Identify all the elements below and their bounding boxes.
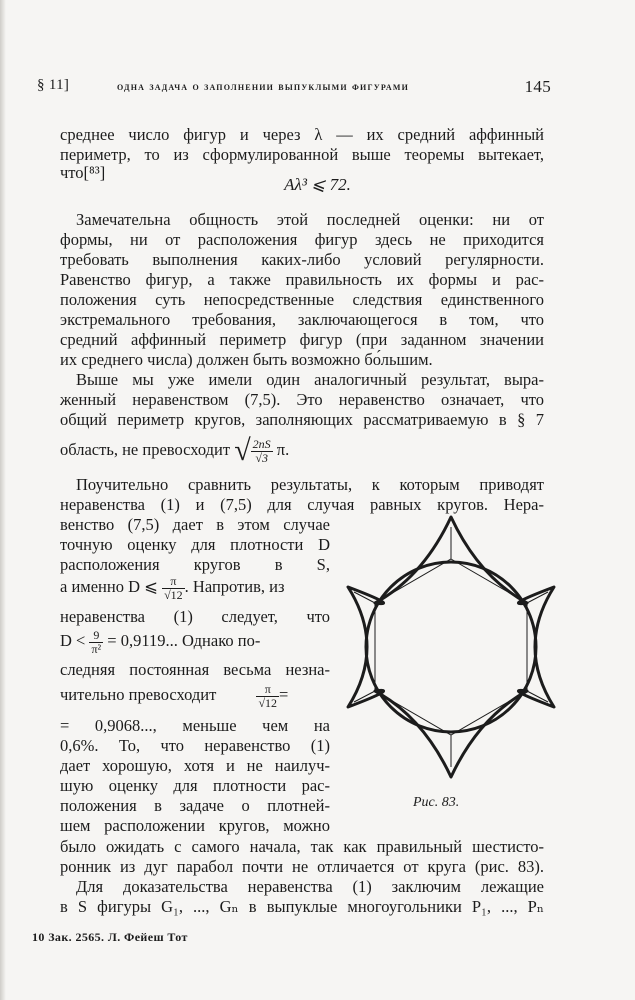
fraction-numerator: π xyxy=(256,683,279,697)
fraction-denominator: π² xyxy=(91,641,102,656)
fraction xyxy=(256,683,279,710)
text-line: шем расположении кругов, можно xyxy=(60,816,330,835)
page-edge xyxy=(0,0,6,1000)
text-line: формы, ни от расположения фигур здесь не приходится xyxy=(60,230,544,249)
text-line: дает хорошую, хотя и не наилуч- xyxy=(60,756,330,775)
text-fragment: D < xyxy=(60,631,86,650)
text-line-with-formula xyxy=(60,624,330,658)
inner-hexagon xyxy=(375,559,527,735)
text-line: Равенство фигур, а также правильность их формы и рас- xyxy=(60,270,544,289)
text-line: экстремального требования, заключающегося в том, что xyxy=(60,310,544,329)
printer-signature xyxy=(32,930,188,945)
fraction xyxy=(89,629,103,656)
text-line: что[⁸³] xyxy=(60,163,106,182)
text-line-with-formula xyxy=(60,432,544,468)
text-line: периметр, то из сформулированной выше теоремы вытекает, xyxy=(60,145,544,164)
text-line: венство (7,5) дает в этом случае xyxy=(60,515,330,534)
text-line: ронник из дуг парабол почти не отличается от круга (рис. 83). xyxy=(60,857,544,876)
fraction xyxy=(162,575,185,602)
text-line: в S фигуры G₁, ..., Gₙ в выпуклые многоугольники P₁, ..., Pₙ xyxy=(60,897,544,916)
text-line: неравенства (1) следует, что xyxy=(60,607,330,626)
text-line: неравенства (1) и (7,5) для случая равных кругов. Нера- xyxy=(60,495,544,514)
text-line: расположения кругов в S, xyxy=(60,555,330,574)
hexagon-parabola-figure xyxy=(336,512,566,782)
text-line: общий периметр кругов, заполняющих рассматриваемую в § 7 xyxy=(60,410,544,429)
fraction xyxy=(251,438,273,465)
text-line: было ожидать с самого начала, так как правильный шестисто- xyxy=(60,837,544,856)
text-line: положения в задаче о плотней- xyxy=(60,796,330,815)
text-fragment: = 0,9119... Однако по- xyxy=(107,631,261,650)
text-fragment: = xyxy=(279,685,289,704)
inner-circle xyxy=(366,562,536,732)
text-line-with-formula xyxy=(60,570,330,604)
paragraph-start: Выше мы уже имели один аналогичный результат, выра- xyxy=(76,370,544,389)
section-number: § 11] xyxy=(37,77,70,93)
paragraph-start: Для доказательства неравенства (1) заключим лежащие xyxy=(76,877,544,896)
text-line: требовать выполнения каких-либо условий регулярности. xyxy=(60,250,544,269)
fraction-numerator: π xyxy=(162,575,185,589)
page-number: 145 xyxy=(524,77,551,96)
figure-83 xyxy=(336,512,566,782)
text-fragment: . Напротив, из xyxy=(184,577,285,596)
text-line: 0,6%. То, что неравенство (1) xyxy=(60,736,330,755)
paragraph-start: Поучительно сравнить результаты, к которым приводят xyxy=(76,475,544,494)
text-line: следняя постоянная весьма незна- xyxy=(60,660,330,679)
signature-text: 10 Зак. 2565. Л. Фейеш Тот xyxy=(32,930,188,944)
fraction-numerator: 2nS xyxy=(252,436,271,451)
formula-inequality: Aλ³ ⩽ 72. xyxy=(284,175,351,194)
text-fragment: область, не превосходит xyxy=(60,440,231,459)
text-line-with-formula xyxy=(60,678,330,712)
figure-caption: Рис. 83. xyxy=(413,795,460,810)
text-fragment: π. xyxy=(276,440,290,459)
text-fragment: а именно D ⩽ xyxy=(60,577,158,596)
text-line: средний аффинный периметр фигур (при заданном значении xyxy=(60,330,544,349)
text-line: шую оценку для плотности рас- xyxy=(60,776,330,795)
text-fragment: чительно превосходит xyxy=(60,685,217,704)
text-line: положения суть непосредственные следствия единственного xyxy=(60,290,544,309)
text-line: = 0,9068..., меньше чем на xyxy=(60,716,330,735)
fraction-denominator: √3 xyxy=(255,450,268,465)
text-line: их среднего числа) должен быть возможно бо́льшим. xyxy=(60,350,433,369)
paragraph-start: Замечательна общность этой последней оценки: ни от xyxy=(76,210,544,229)
fraction-numerator: 9 xyxy=(89,629,103,643)
text-line: женный неравенством (7,5). Это неравенство означает, что xyxy=(60,390,544,409)
fraction-denominator: √12 xyxy=(164,587,183,602)
fraction-denominator: √12 xyxy=(258,695,278,710)
sqrt-sign: √ xyxy=(234,434,251,468)
running-title: одна задача о заполнении выпуклыми фигурами xyxy=(117,79,410,93)
text-line: точную оценку для плотности D xyxy=(60,535,330,554)
text-line: среднее число фигур и через λ — их средний аффинный xyxy=(60,125,544,144)
